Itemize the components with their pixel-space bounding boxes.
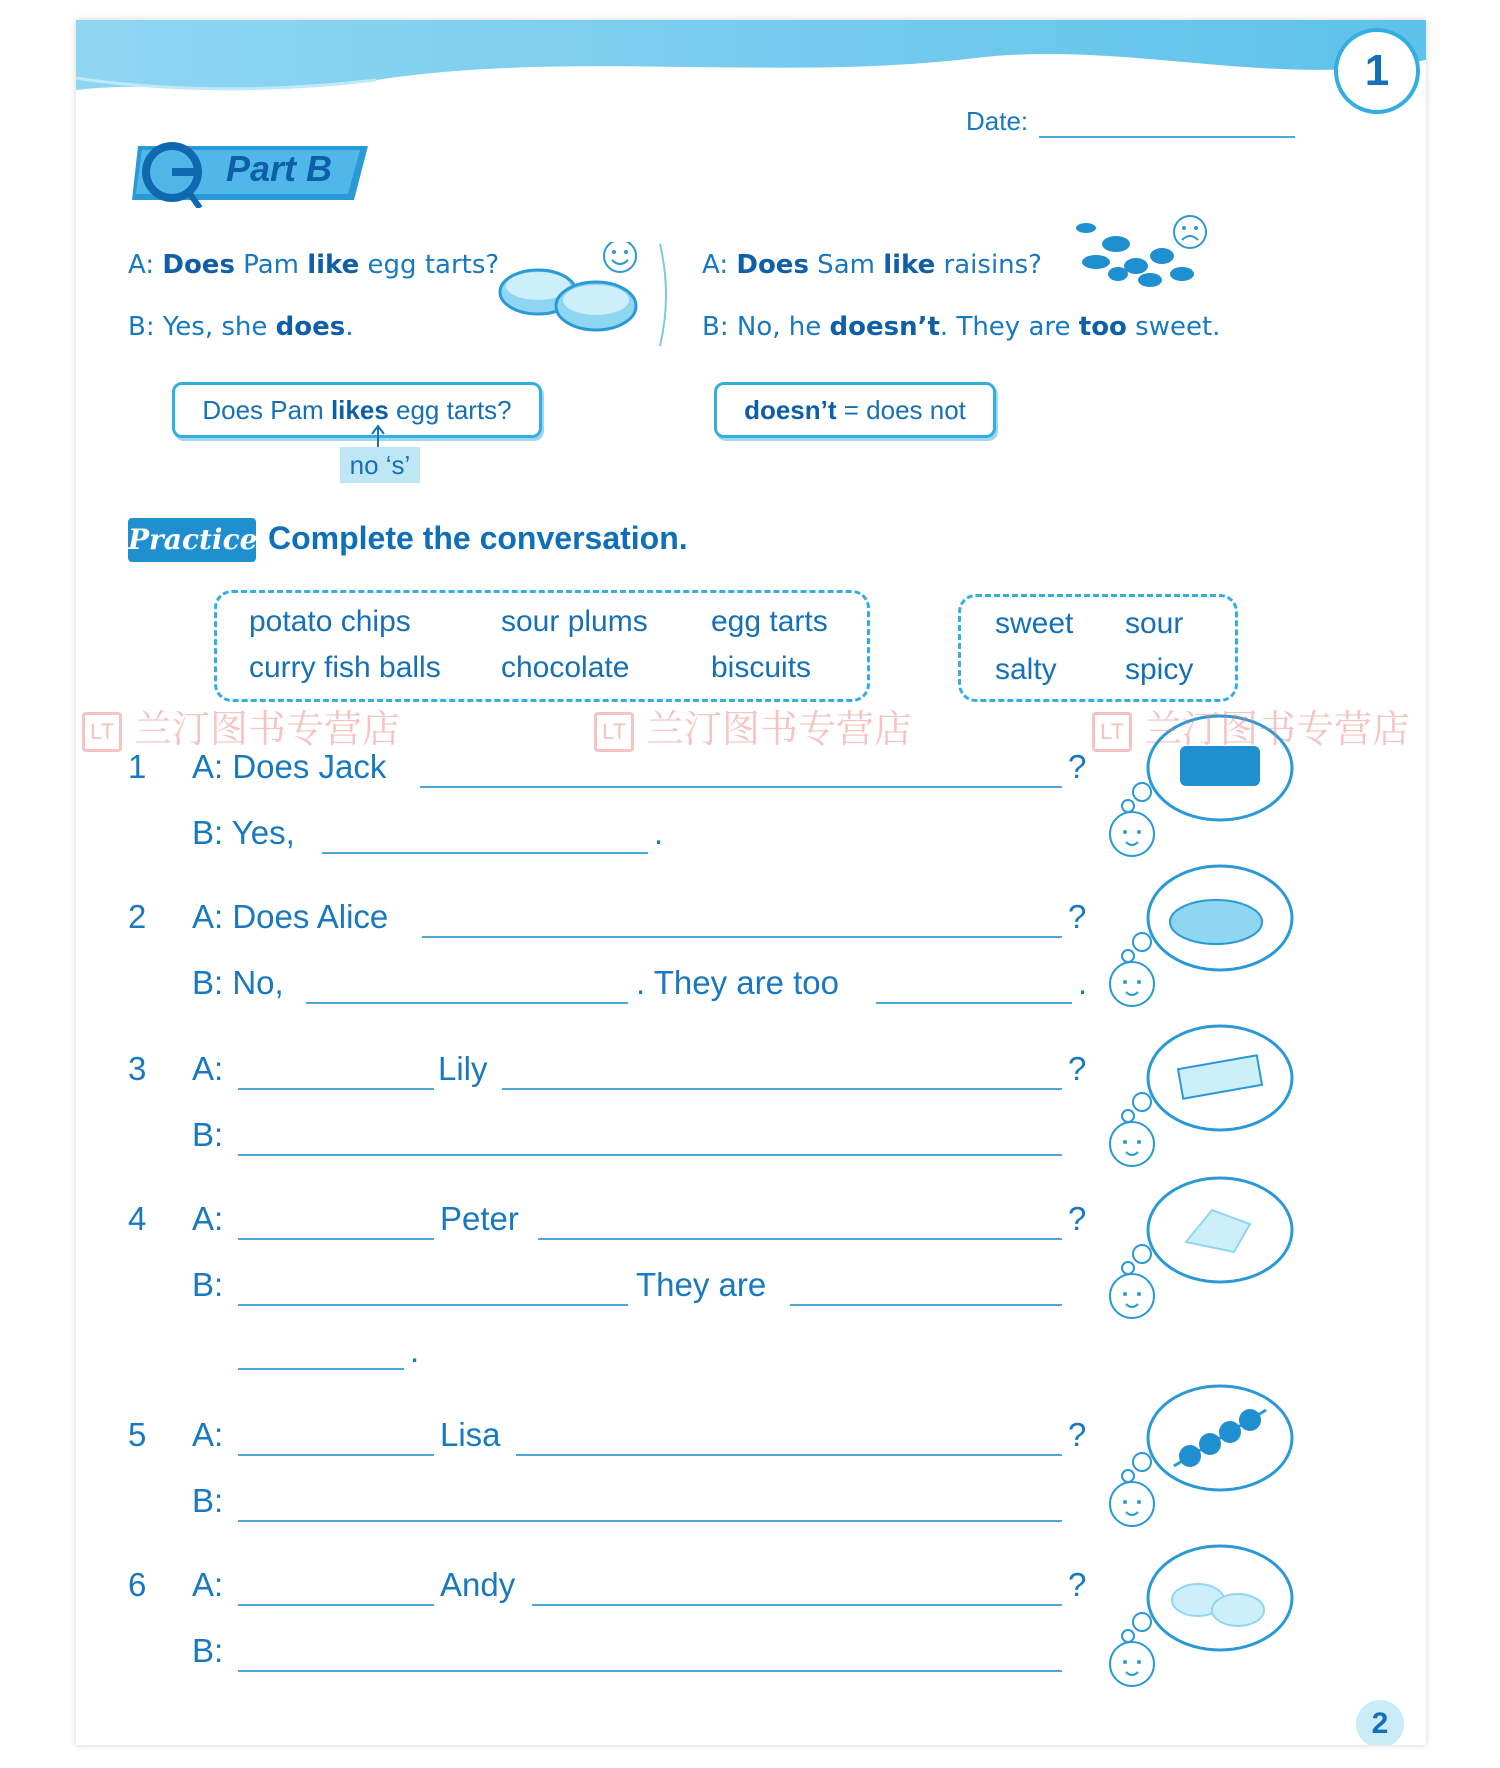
workbook-page: [76, 20, 1426, 1745]
bold-word: doesn’t: [829, 312, 940, 342]
answer-blank[interactable]: [238, 1454, 434, 1456]
watermark: [1092, 698, 1410, 753]
exercise-name: Peter: [440, 1200, 519, 1237]
exercise-text: . They are too: [636, 964, 840, 1001]
word-bank-item: spicy: [1125, 653, 1194, 686]
date-field[interactable]: [1039, 136, 1295, 138]
exercise-prompt-b: B:: [192, 1482, 224, 1519]
dialogue-text: .: [345, 312, 354, 342]
exercise-prompt-b: B: No,: [192, 964, 284, 1001]
watermark-logo-icon: LT: [594, 712, 634, 752]
word-bank-item: salty: [995, 653, 1057, 686]
answer-blank[interactable]: [420, 786, 1062, 788]
practice-instruction: Complete the conversation.: [268, 520, 688, 556]
answer-blank[interactable]: [516, 1454, 1062, 1456]
exercise-number: 2: [128, 898, 147, 935]
exercise-prompt-a: A:: [192, 1566, 224, 1603]
bold-word: like: [883, 250, 936, 280]
answer-blank[interactable]: [790, 1304, 1062, 1306]
question-mark: ?: [1068, 1050, 1087, 1087]
exercise-number: 6: [128, 1566, 147, 1603]
dialogue-left-a: [128, 250, 499, 280]
watermark: [594, 698, 912, 753]
exercise-prompt-b: B:: [192, 1116, 224, 1153]
dialogue-text: Sam: [808, 250, 884, 280]
question-mark: ?: [1068, 898, 1087, 935]
word-bank-item: sour plums: [501, 605, 648, 638]
part-b-title: Part B: [226, 148, 333, 189]
bold-word: Does: [736, 250, 809, 280]
watermark-text: 兰汀图书专营店: [646, 709, 913, 751]
exercise-prompt-a: A:: [192, 1200, 224, 1237]
question-mark: ?: [1068, 748, 1087, 785]
period: .: [1078, 964, 1088, 1001]
page-number: 2: [1356, 1700, 1404, 1745]
food-word-bank: [214, 590, 870, 702]
answer-blank[interactable]: [538, 1238, 1062, 1240]
word-bank-item: sour: [1125, 607, 1184, 640]
answer-blank[interactable]: [502, 1088, 1062, 1090]
answer-blank[interactable]: [532, 1604, 1062, 1606]
exercise-name: Lily: [438, 1050, 488, 1087]
divider-bracket: [656, 240, 676, 350]
answer-blank[interactable]: [238, 1154, 1062, 1156]
answer-blank[interactable]: [238, 1368, 404, 1370]
watermark-logo-icon: LT: [82, 712, 122, 752]
answer-blank[interactable]: [238, 1670, 1062, 1672]
dialogue-text: . They are: [939, 312, 1079, 342]
dialogue-text: Pam: [234, 250, 308, 280]
word-bank-item: potato chips: [249, 605, 411, 638]
word-bank-item: chocolate: [501, 651, 630, 684]
dialogue-right-a: [702, 250, 1042, 280]
question-mark: ?: [1068, 1566, 1087, 1603]
grammar-note-doesnt: [714, 382, 996, 438]
answer-blank[interactable]: [322, 852, 648, 854]
exercise-prompt-b: B:: [192, 1632, 224, 1669]
bold-word: like: [307, 250, 360, 280]
word-bank-item: egg tarts: [711, 605, 828, 638]
answer-blank[interactable]: [238, 1604, 434, 1606]
speaker-a: A:: [702, 250, 729, 280]
word-bank-item: sweet: [995, 607, 1074, 640]
answer-blank[interactable]: [238, 1238, 434, 1240]
thought-bubble-potato-chips: [1100, 860, 1300, 1010]
exercise-prompt-a: A:: [192, 1416, 224, 1453]
question-mark: ?: [1068, 1200, 1087, 1237]
word-bank-item: curry fish balls: [249, 651, 441, 684]
exercise-prompt-a: A: Does Jack: [192, 748, 387, 785]
raisins-illustration: [1066, 210, 1216, 310]
exercise-number: 5: [128, 1416, 147, 1453]
exercise-prompt-b: B:: [192, 1266, 224, 1303]
thought-bubble-curry-fish-balls: [1100, 1380, 1300, 1530]
speaker-b: B:: [128, 312, 155, 342]
dialogue-left-b: [128, 312, 354, 342]
watermark-text: 兰汀图书专营店: [134, 709, 401, 751]
question-mark: ?: [1068, 1416, 1087, 1453]
speaker-a: A:: [128, 250, 155, 280]
exercise-text: They are: [636, 1266, 767, 1303]
thought-bubble-biscuits: [1100, 1020, 1300, 1170]
dialogue-text: Yes, she: [162, 312, 276, 342]
dialogue-right-b: [702, 312, 1220, 342]
bold-word: too: [1078, 312, 1127, 342]
speaker-b: B:: [702, 312, 729, 342]
grammar-note-likes: [172, 382, 542, 438]
exercise-number: 1: [128, 748, 147, 785]
period: .: [410, 1332, 420, 1369]
watermark-logo-icon: LT: [1092, 712, 1132, 752]
watermark: [82, 698, 400, 753]
exercise-prompt-a: A:: [192, 1050, 224, 1087]
exercise-name: Andy: [440, 1566, 516, 1603]
note-bold: likes: [330, 394, 389, 425]
answer-blank[interactable]: [422, 936, 1062, 938]
thought-bubble-sour-plums: [1100, 1172, 1300, 1322]
bold-word: Does: [162, 250, 235, 280]
taste-word-bank: [958, 594, 1238, 702]
exercise-name: Lisa: [440, 1416, 501, 1453]
note-text: Does Pam: [202, 394, 324, 425]
answer-blank[interactable]: [238, 1304, 628, 1306]
bold-word: does: [275, 312, 346, 342]
note-text: = does not: [836, 394, 966, 425]
watermark-text: 兰汀图书专营店: [1144, 709, 1411, 751]
dialogue-text: No, he: [736, 312, 830, 342]
egg-tarts-illustration: [496, 242, 646, 342]
note-text: egg tarts?: [396, 394, 512, 425]
note-bold: doesn’t: [744, 394, 837, 425]
dialogue-text: sweet.: [1126, 312, 1221, 342]
answer-blank[interactable]: [306, 1002, 628, 1004]
exercise-prompt-a: A: Does Alice: [192, 898, 389, 935]
answer-blank[interactable]: [238, 1088, 434, 1090]
exercise-number: 4: [128, 1200, 147, 1237]
thought-bubble-egg-tarts: [1100, 1540, 1300, 1690]
practice-tag: Practice: [128, 518, 256, 562]
answer-blank[interactable]: [238, 1520, 1062, 1522]
date-label: Date:: [966, 106, 1029, 136]
dialogue-text: egg tarts?: [359, 250, 500, 280]
exercise-number: 3: [128, 1050, 147, 1087]
period: .: [654, 814, 664, 851]
unit-number-badge: 1: [1334, 28, 1420, 114]
top-banner: [76, 20, 1426, 120]
word-bank-item: biscuits: [711, 651, 812, 684]
exercise-prompt-b: B: Yes,: [192, 814, 295, 851]
answer-blank[interactable]: [876, 1002, 1072, 1004]
no-s-note: no ‘s’: [340, 447, 420, 483]
dialogue-text: raisins?: [935, 250, 1042, 280]
